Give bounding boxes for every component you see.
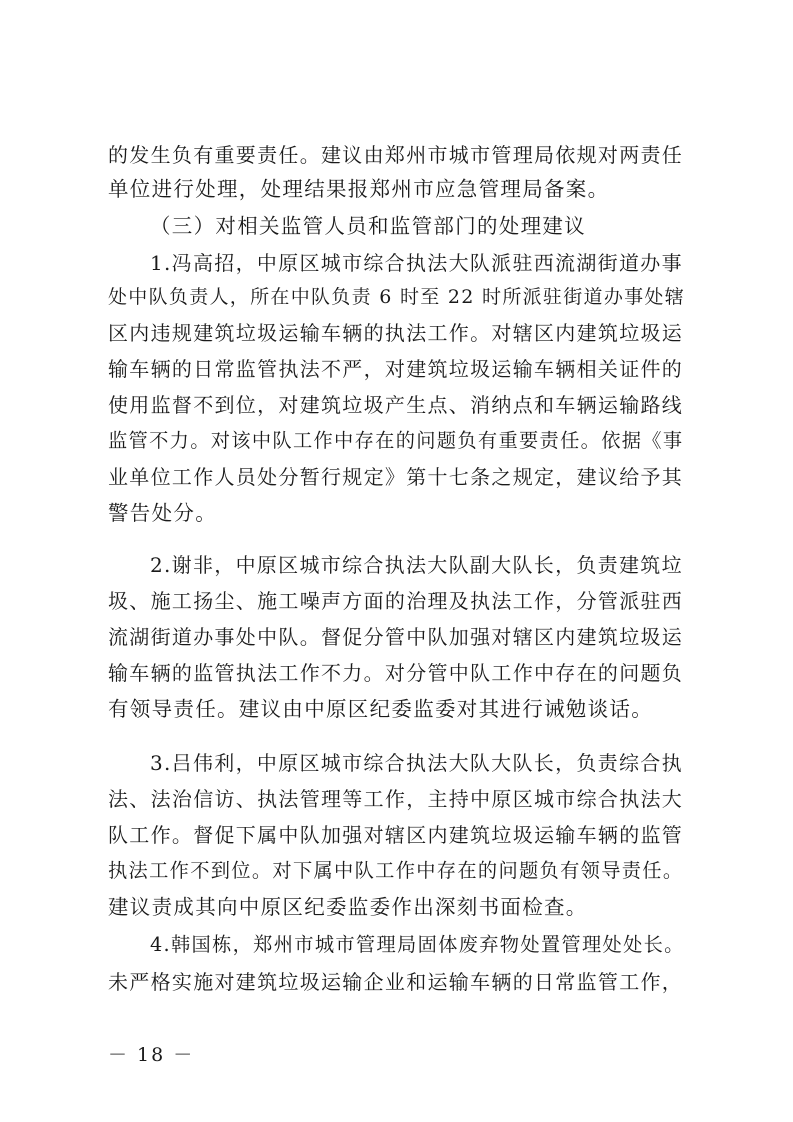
body-text-line: 使用监督不到位，对建筑垃圾产生点、消纳点和车辆运输路线 [108,393,684,417]
body-text-line: 有领导责任。建议由中原区纪委监委对其进行诫勉谈话。 [108,697,653,721]
page-number: － 18 － [108,1044,195,1066]
body-text-line: 的发生负有重要责任。建议由郑州市城市管理局依规对两责任 [108,143,684,167]
body-text-line: 4.韩国栋，郑州市城市管理局固体废弃物处置管理处处长。 [150,933,685,956]
body-text-line: 队工作。督促下属中队加强对辖区内建筑垃圾运输车辆的监管 [108,823,684,847]
body-text-line: 执法工作不到位。对下属中队工作中存在的问题负有领导责任。 [108,859,684,882]
body-text-line: 圾、施工扬尘、施工噪声方面的治理及执法工作，分管派驻西 [108,589,684,613]
body-text-line: 2.谢非，中原区城市综合执法大队副大队长，负责建筑垃 [150,553,683,577]
body-text-line: 输车辆的日常监管执法不严，对建筑垃圾运输车辆相关证件的 [108,357,684,381]
body-text-line: 3.吕伟利，中原区城市综合执法大队大队长，负责综合执 [150,751,683,775]
body-text-line: 监管不力。对该中队工作中存在的问题负有重要责任。依据《事 [108,429,684,452]
body-text-line: 1.冯高招，中原区城市综合执法大队派驻西流湖街道办事 [150,251,683,275]
body-text-line: 业单位工作人员处分暂行规定》第十七条之规定，建议给予其 [108,465,684,489]
body-text-line: 区内违规建筑垃圾运输车辆的执法工作。对辖区内建筑垃圾运 [108,321,684,345]
body-text-line: 输车辆的监管执法工作不力。对分管中队工作中存在的问题负 [108,661,684,685]
section-heading: （三）对相关监管人员和监管部门的处理建议 [150,214,586,238]
body-text-line: 法、法治信访、执法管理等工作，主持中原区城市综合执法大 [108,787,684,811]
body-text-line: 警告处分。 [108,501,217,525]
body-text-line: 流湖街道办事处中队。督促分管中队加强对辖区内建筑垃圾运 [108,625,684,649]
body-text-line: 处中队负责人，所在中队负责 6 时至 22 时所派驻街道办事处辖 [108,286,686,308]
body-text-line: 未严格实施对建筑垃圾运输企业和运输车辆的日常监管工作， [108,970,684,994]
body-text-line: 单位进行处理，处理结果报郑州市应急管理局备案。 [108,177,610,201]
body-text-line: 建议责成其向中原区纪委监委作出深刻书面检查。 [108,895,588,919]
